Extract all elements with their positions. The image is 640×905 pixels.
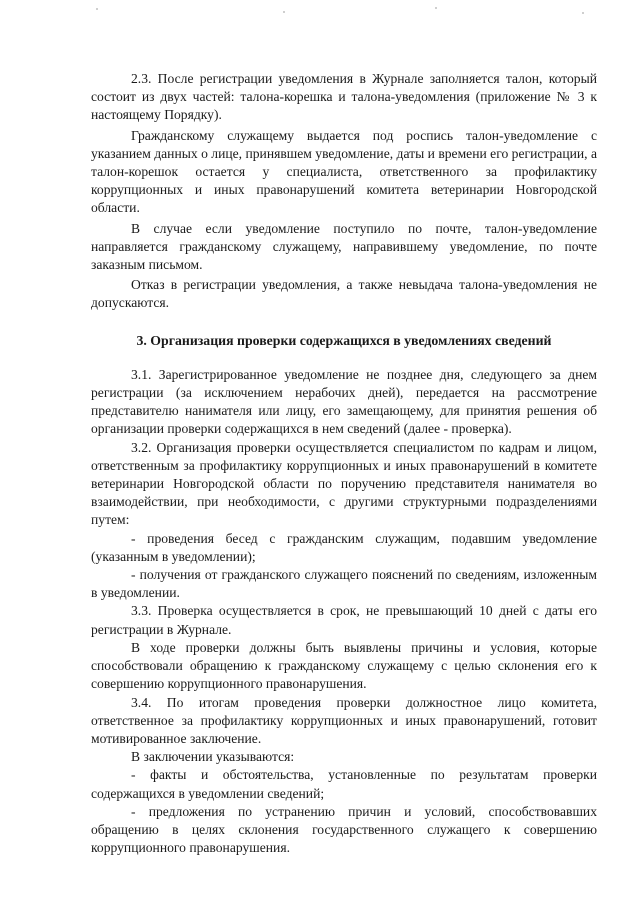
section-heading: 3. Организация проверки содержащихся в уведомлениях сведений (136, 332, 552, 348)
paragraph-conclusion-intro: В заключении указываются: (131, 749, 295, 765)
list-item-facts: - факты и обстоятельства, установленные по результатам проверки содержащихся в уведомлении сведений; (91, 767, 597, 801)
list-item-explanations: - получения от гражданского служащего пояснений по сведениям, изложенным в уведомлении. (91, 567, 597, 601)
paragraph-2-3: 2.3. После регистрации уведомления в Журнале заполняется талон, который состоит из двух частей: талона-корешка и талона-уведомления (приложение № 3 к настоящему Порядку). (91, 71, 597, 123)
scan-speck (582, 12, 584, 14)
paragraph-causes: В ходе проверки должны быть выявлены причины и условия, которые способствовали обращению к гражданскому служащему с целью склонения его к совершению коррупционного правонарушения. (91, 639, 597, 692)
paragraph-3-2: 3.2. Организация проверки осуществляется специалистом по кадрам и лицом, ответственным за профилактику коррупционных и иных правонарушений в комитете ветеринарии Новгородской области по поручению представителя нанимателя во взаимодействии, при необходимости, с другими структурными подразделениями путем: (91, 439, 597, 528)
paragraph-3-4: 3.4. По итогам проведения проверки должностное лицо комитета, ответственное за профилактику коррупционных и иных правонарушений, готовит мотивированное заключение. (91, 694, 597, 746)
paragraph-3-1: 3.1. Зарегистрированное уведомление не позднее дня, следующего за днем регистрации (за исключением нерабочих дней), передается на рассмотрение представителю нанимателя или лицу, его замещающему, для принятия решения об организации проверки содержащихся в нем сведений (далее - проверка). (91, 366, 597, 437)
scan-speck (96, 8, 98, 10)
scan-speck (435, 7, 437, 9)
paragraph-refusal: Отказ в регистрации уведомления, а также невыдача талона-уведомления не допускаются. (91, 277, 597, 311)
list-item-proposals: - предложения по устранению причин и условий, способствовавших обращению в целях склонения государственного служащего к совершению коррупционного правонарушения. (91, 803, 597, 856)
paragraph-3-3: 3.3. Проверка осуществляется в срок, не превышающий 10 дней с даты его регистрации в Журнале. (91, 603, 597, 637)
scan-speck (283, 11, 285, 13)
list-item-interviews: - проведения бесед с гражданским служащим, подавшим уведомление (указанным в уведомлении); (91, 530, 597, 564)
paragraph-postal-notice: В случае если уведомление поступило по почте, талон-уведомление направляется гражданскому служащему, направившему уведомление, по почте заказным письмом. (91, 220, 597, 273)
paragraph-talon-issuance: Гражданскому служащему выдается под роспись талон-уведомление с указанием данных о лице, принявшем уведомление, даты и времени его регистрации, а талон-корешок остается у специалиста, ответственного за профилактику коррупционных и иных правонарушений комитета ветеринарии Новгородской области. (91, 127, 597, 216)
document-body (91, 70, 597, 857)
